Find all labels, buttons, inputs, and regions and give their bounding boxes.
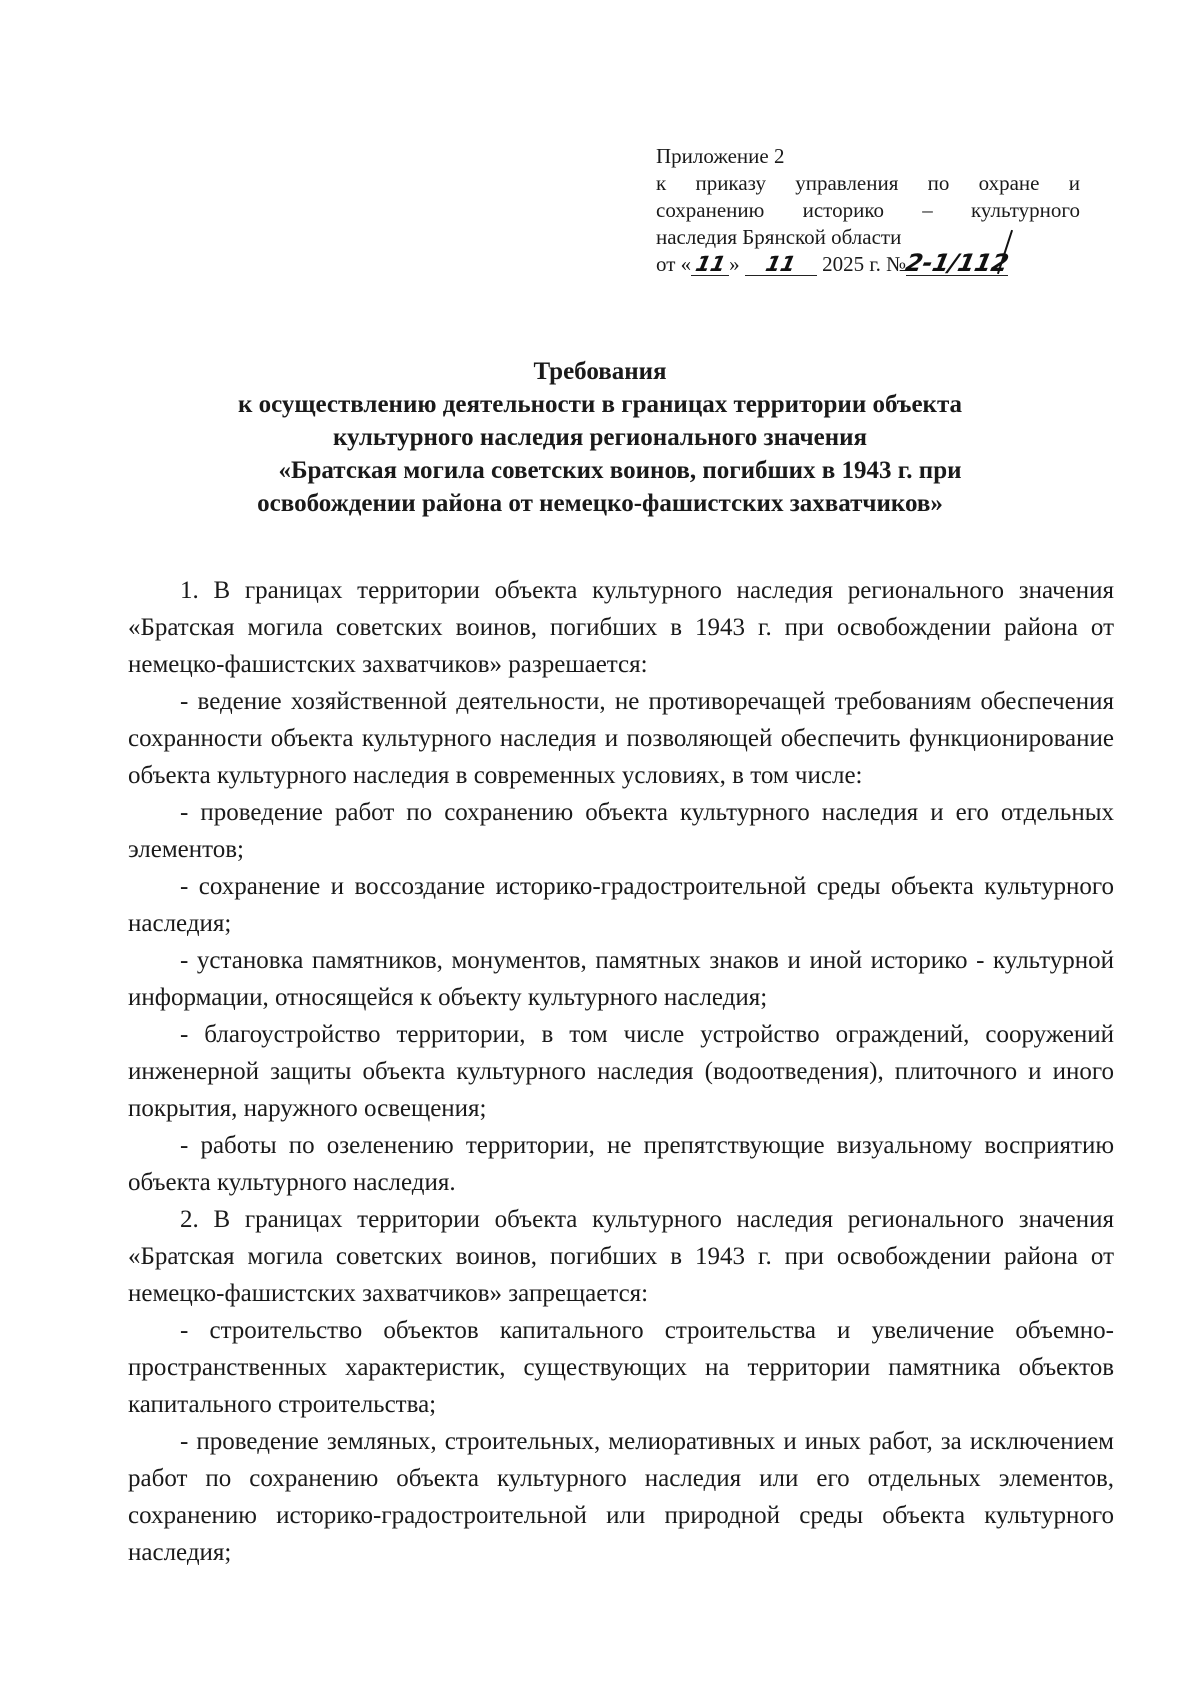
paragraph: - ведение хозяйственной деятельности, не противоречащей требованиям обеспечения сохранности объекта культурного наследия и позволяющей обеспечить функционирование объекта культурного наследия в современных условиях, в том числе: bbox=[128, 688, 1114, 789]
paragraph: - сохранение и воссоздание историко-градостроительной среды объекта культурного наследия; bbox=[128, 873, 1114, 937]
paragraph: - проведение земляных, строительных, мелиоративных и иных работ, за исключением работ по сохранению объекта культурного наследия или его отдельных элементов, сохранению историко-градостроительной или природной среды объекта культурного наследия; bbox=[128, 1428, 1114, 1566]
date-prefix: от « bbox=[656, 252, 692, 276]
paragraph: - строительство объектов капитального строительства и увеличение объемно-пространственных характеристик, существующих на территории памятника объектов капитального строительства; bbox=[128, 1317, 1114, 1418]
date-mid: » bbox=[729, 252, 740, 276]
date-day-field bbox=[691, 253, 729, 276]
appendix-header bbox=[656, 143, 1080, 278]
paragraph: 1. В границах территории объекта культурного наследия регионального значения «Братская могила советских воинов, погибших в 1943 г. при освобождении района от немецко-фашистских захватчиков» разрешается: bbox=[128, 577, 1114, 678]
title-line-4: «Братская могила советских воинов, погибших в 1943 г. при bbox=[278, 457, 962, 484]
order-number-handwritten: 2-1/112 bbox=[903, 249, 1012, 277]
appendix-line-2: сохранению историко – культурного bbox=[656, 198, 1080, 222]
document-body bbox=[128, 572, 1114, 1571]
appendix-line-3: наследия Брянской области bbox=[656, 225, 902, 249]
title-line-2: к осуществлению деятельности в границах территории объекта bbox=[237, 391, 963, 418]
title-line-1: Требования bbox=[533, 358, 667, 385]
date-month-field bbox=[745, 253, 817, 276]
paragraph: - благоустройство территории, в том числе устройство ограждений, сооружений инженерной защиты объекта культурного наследия (водоотведения), плиточного и иного покрытия, наружного освещения; bbox=[128, 1021, 1114, 1122]
paragraph: 2. В границах территории объекта культурного наследия регионального значения «Братская могила советских воинов, погибших в 1943 г. при освобождении района от немецко-фашистских захватчиков» запрещается: bbox=[128, 1206, 1114, 1307]
paragraph: - установка памятников, монументов, памятных знаков и иной историко - культурной информации, относящейся к объекту культурного наследия; bbox=[128, 947, 1114, 1011]
title-line-3: культурного наследия регионального значения bbox=[332, 424, 868, 451]
appendix-date-line bbox=[656, 251, 1080, 278]
document-title bbox=[140, 355, 1060, 520]
order-number-field bbox=[903, 249, 1012, 277]
date-day-handwritten: 11 bbox=[692, 252, 728, 276]
paragraph: - проведение работ по сохранению объекта культурного наследия и его отдельных элементов; bbox=[128, 799, 1114, 863]
date-year: 2025 г. № bbox=[822, 252, 907, 276]
date-month-handwritten: 11 bbox=[763, 252, 799, 276]
appendix-line-1: к приказу управления по охране и bbox=[656, 171, 1080, 195]
appendix-heading: Приложение 2 bbox=[656, 144, 785, 168]
paragraph: - работы по озеленению территории, не препятствующие визуальному восприятию объекта культурного наследия. bbox=[128, 1132, 1114, 1196]
title-line-5: освобождении района от немецко-фашистских захватчиков» bbox=[257, 490, 943, 517]
